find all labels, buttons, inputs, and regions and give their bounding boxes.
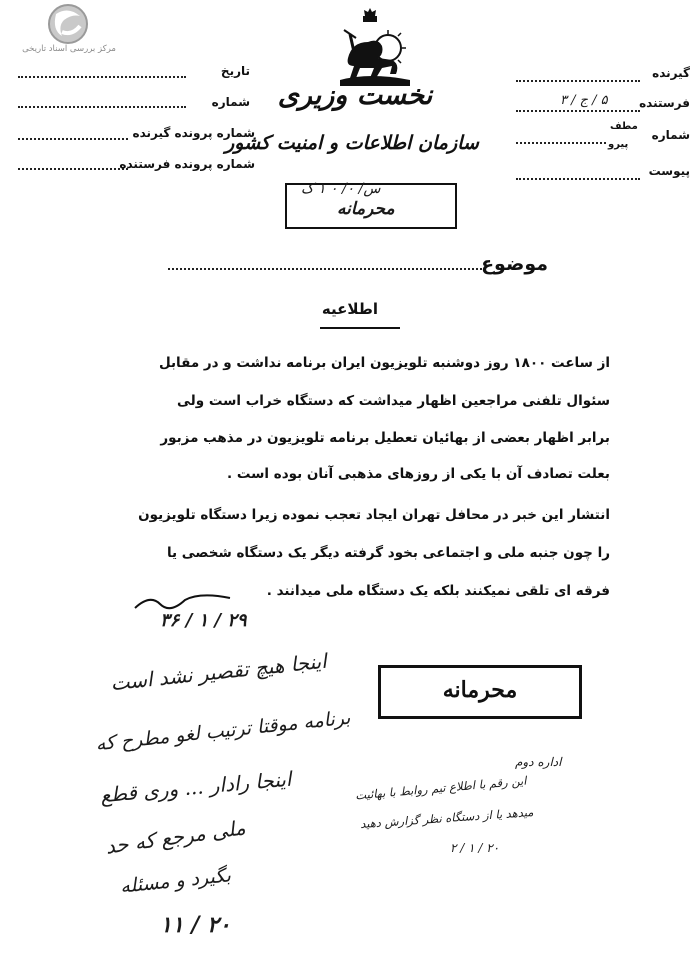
annotation-right-line: ۲ / ۱ / ۲۰ bbox=[450, 841, 500, 855]
notice-line: انتشار این خبر در محافل تهران ایجاد تعجب نموده زیرا دستگاه تلویزیون bbox=[138, 507, 610, 523]
annotation-left-line: ۱۱ / ۲۰ bbox=[160, 912, 231, 938]
annotation-right-line: اداره دوم bbox=[515, 755, 562, 769]
archive-name: مرکز بررسی اسناد تاریخی bbox=[22, 44, 116, 54]
notice-date-handwritten: ۳۶ / ۱ / ۲۹ bbox=[160, 610, 247, 631]
right-header-fields bbox=[500, 60, 700, 190]
org-title: نخست وزیری bbox=[277, 80, 433, 111]
subject-line bbox=[168, 268, 482, 270]
notice-line: فرقه ای تلقی نمیکنند بلکه یک دستگاه ملی میدانند . bbox=[266, 583, 610, 599]
recipient-label: گیرنده bbox=[652, 66, 690, 80]
annotation-right-line: این رقم با اطلاع تیم روابط با بهائیت bbox=[354, 773, 527, 803]
sender-label: فرستنده bbox=[639, 96, 690, 110]
notice-line: برابر اظهار بعضی از بهائیان تعطیل برنامه تلویزیون در مذهب مزبور bbox=[160, 430, 610, 446]
annotation-left-line: برنامه موقتا ترتیب لغو مطرح که bbox=[94, 706, 352, 756]
number-label: شماره bbox=[211, 95, 250, 109]
reference-mark-2: پیرو bbox=[608, 139, 629, 150]
subject-label: موضوع bbox=[481, 253, 548, 275]
attachment-label: پیوست bbox=[648, 164, 690, 178]
sender-value: ۵ / ج / ۳ bbox=[560, 93, 608, 108]
sender-file-number-label: شماره پرونده فرستنده bbox=[119, 157, 255, 171]
annotation-left-line: ملی مرجع که حد bbox=[104, 815, 247, 859]
notice-body bbox=[90, 355, 610, 625]
notice-line: از ساعت ۱۸۰۰ روز دوشنبه تلویزیون ایران برنامه نداشت و در مقابل bbox=[158, 355, 610, 371]
annotation-right-line: میدهد یا از دستگاه نظر گزارش دهید bbox=[359, 804, 534, 832]
annotation-left-line: اینجا رادار ... وری قطع bbox=[99, 766, 293, 808]
date-label: تاریخ bbox=[220, 64, 250, 78]
notice-title-underline bbox=[320, 327, 400, 329]
reference-mark-1: مطف bbox=[610, 121, 638, 132]
handwritten-annotation-left bbox=[80, 650, 360, 950]
reference-number-label: شماره bbox=[651, 128, 690, 142]
top-confidential-stamp bbox=[285, 183, 457, 229]
bottom-stamp-text: محرمانه bbox=[442, 677, 518, 703]
left-header-fields bbox=[0, 60, 260, 180]
annotation-left-line: اینجا هیچ تقصیر نشد است bbox=[109, 648, 328, 696]
bottom-confidential-stamp bbox=[378, 665, 582, 719]
notice-line: را چون جنبه ملی و اجتماعی بخود گرفته دیگر یک دستگاه شخصی یا bbox=[166, 545, 610, 561]
notice-title: اطلاعیه bbox=[321, 300, 379, 318]
notice-line: سئوال تلفنی مراجعین اظهار میداشت که دستگاه خراب است ولی bbox=[177, 393, 610, 409]
archive-emblem-icon bbox=[38, 2, 98, 46]
archive-logo bbox=[14, 2, 124, 62]
notice-line: بعلت تصادف آن با یکی از روزهای مذهبی آنان بوده است . bbox=[227, 466, 610, 482]
top-stamp-text: محرمانه bbox=[337, 199, 395, 219]
receiver-file-number-label: شماره پرونده گیرنده bbox=[132, 126, 255, 140]
handwritten-annotation-right bbox=[355, 755, 585, 875]
annotation-left-line: بگیرد و مسئله bbox=[119, 864, 232, 898]
top-stamp-ref: س/ ۰/ ۰ ۱ ک bbox=[301, 181, 381, 197]
org-subtitle: سازمان اطلاعات و امنیت کشور bbox=[225, 132, 479, 154]
